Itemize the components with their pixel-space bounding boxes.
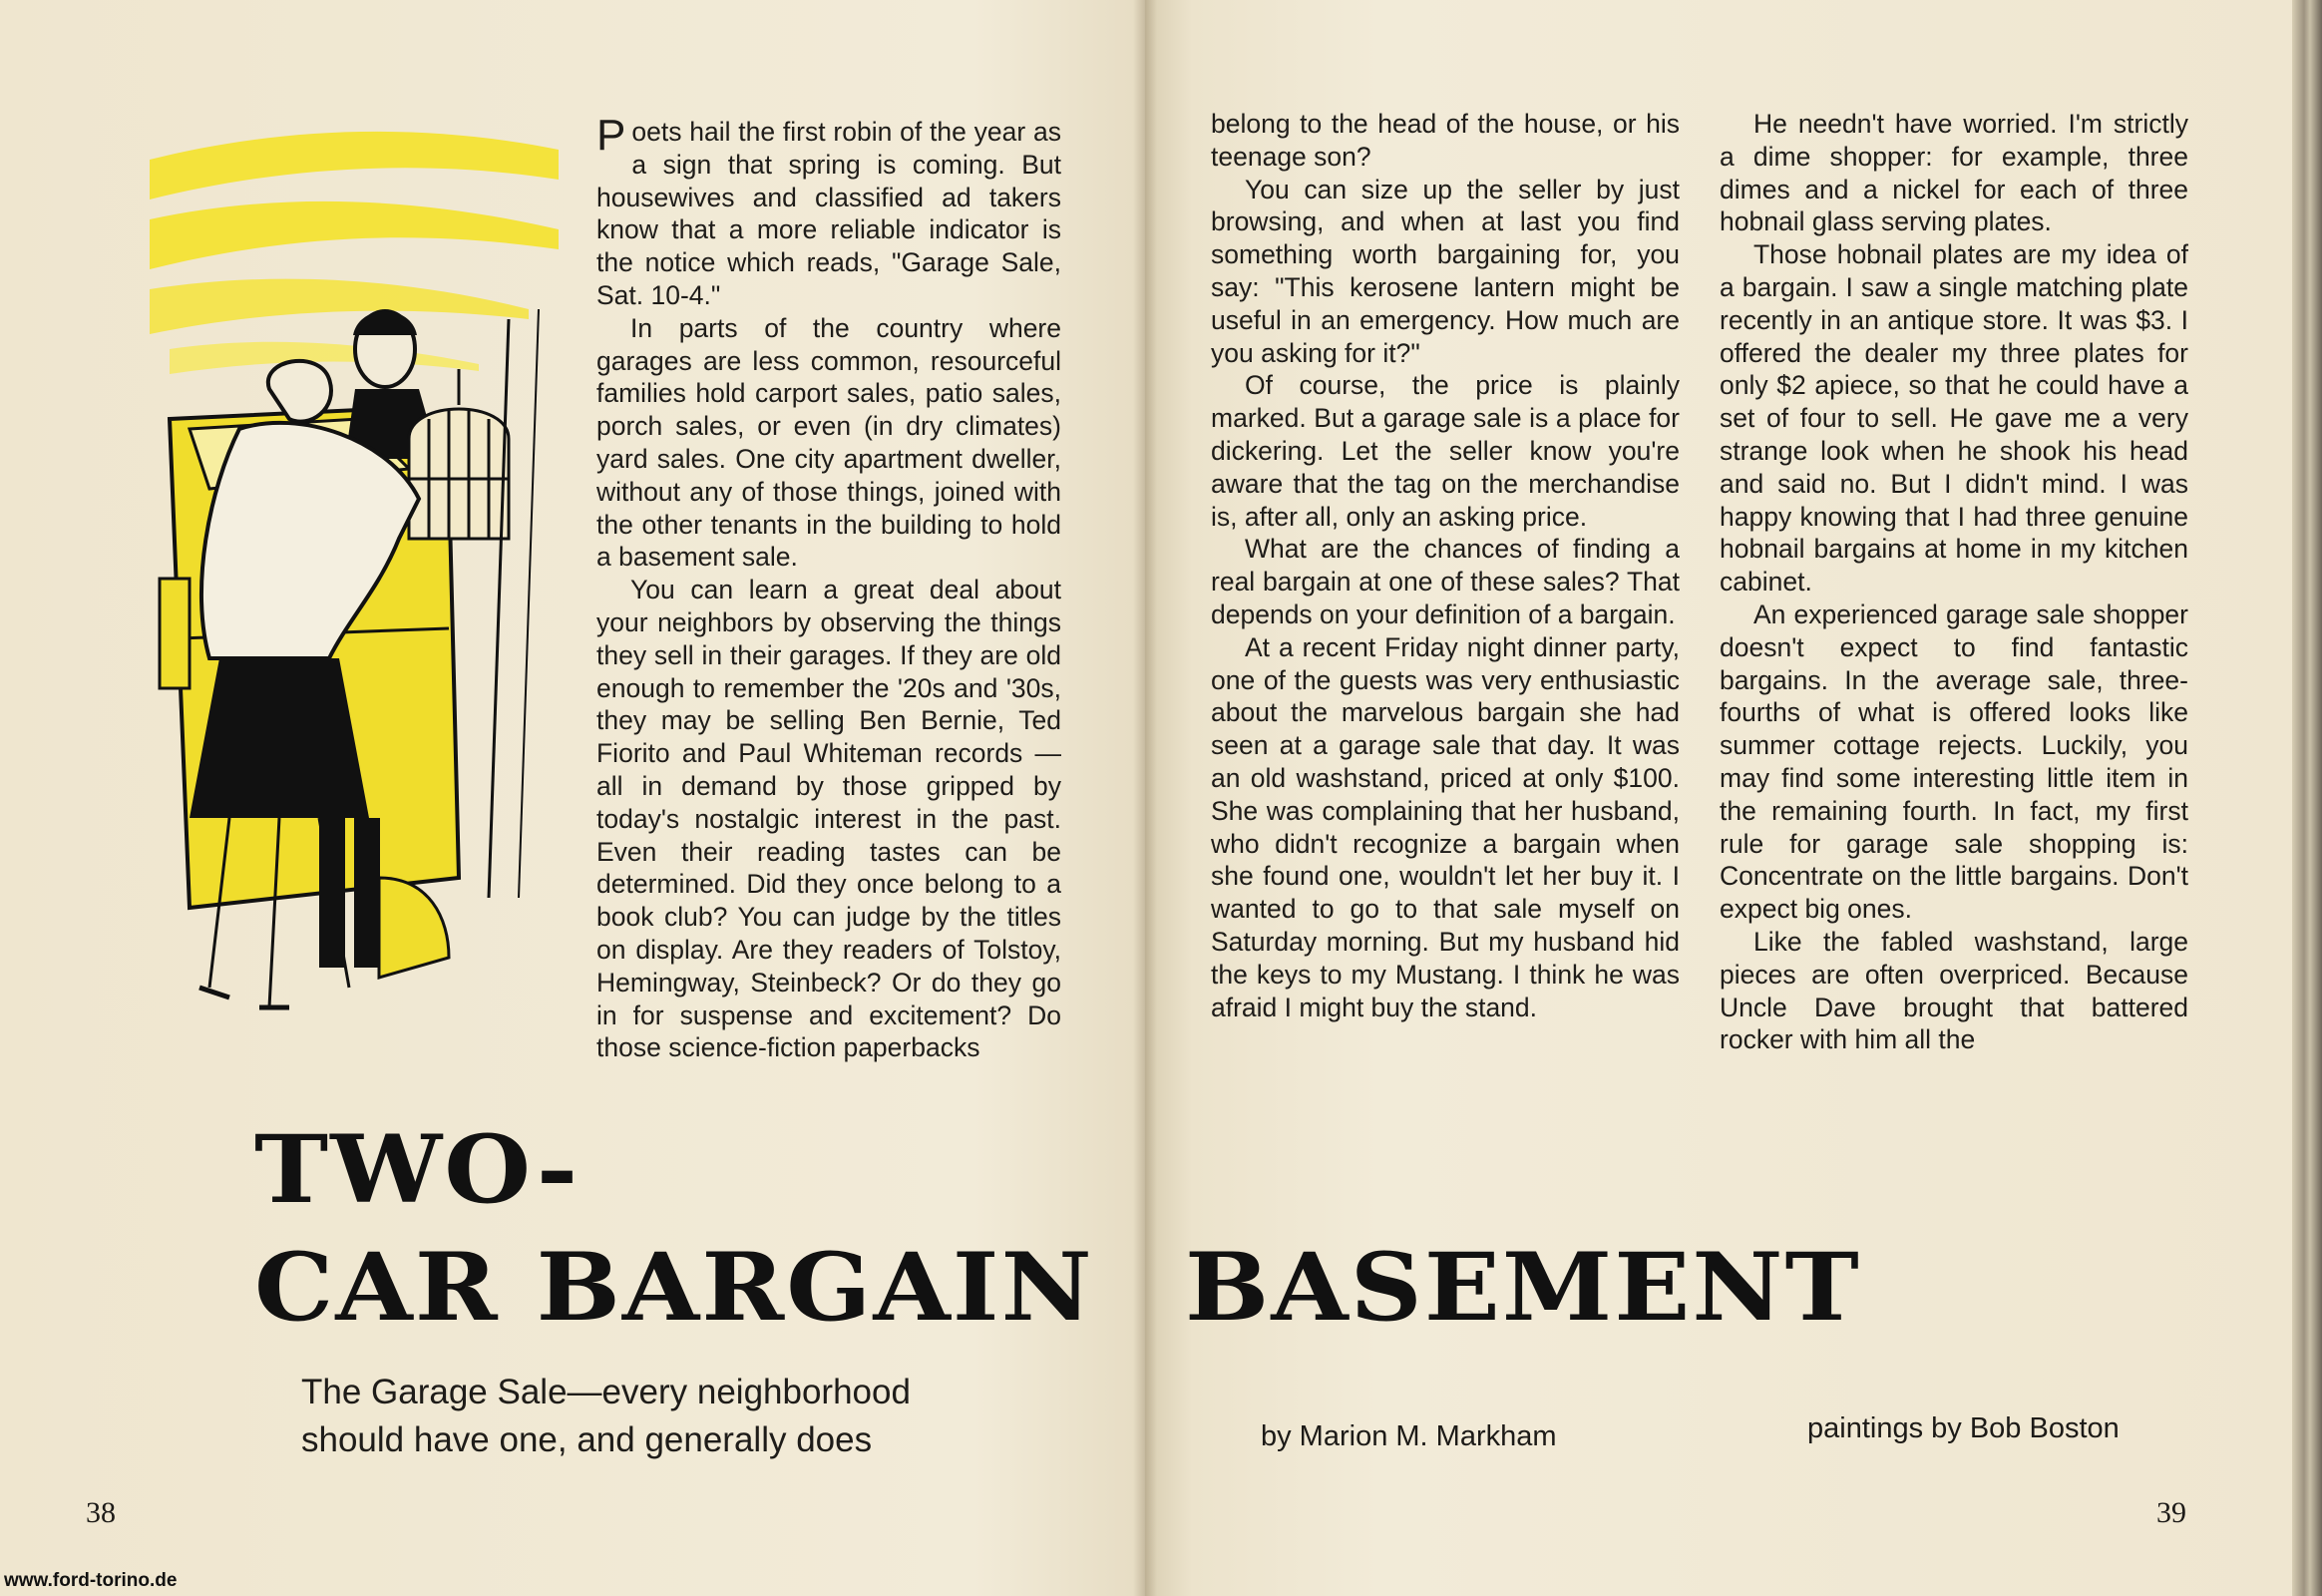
yellow-sky-streak [150,132,559,200]
article-column-3 [1720,108,2188,1056]
birdcage [409,369,509,539]
article-deck [301,1369,911,1464]
paragraph: At a recent Friday night dinner party, one of the guests was very enthusiastic about the marvelous bargain she had seen at a garage sale that day. It was an old washstand, priced at only $100. She was complaining that her husband, who didn't recognize a bargain when she found one, wouldn't let her buy it. I wanted to go to that sale myself on Saturday morning. But my husband hid the keys to my Mustang. I think he was afraid I might buy the stand. [1211,631,1680,1022]
page-edge [2292,0,2322,1596]
yellow-sky-streak [150,279,529,334]
deck-line: should have one, and generally does [301,1420,873,1459]
paragraph: Those hobnail plates are my idea of a bargain. I saw a single matching plate recently in an antique store. It was $3. I offered the dealer my three plates for only $2 apiece, so that he could have a set of four to sell. He gave me a very strange look when he shook his head and said no. But I didn't mind. I was happy knowing that I had three genuine hobnail bargains at home in my kitchen cabinet. [1720,239,2188,598]
paragraph: Poets hail the first robin of the year as a sign that spring is coming. But housewives and classified ad takers know that a more reliable indicator is the notice which reads, "Garage Sale, Sat. 10-4." [596,111,1061,310]
paragraph: Like the fabled washstand, large pieces are often overpriced. Because Uncle Dave brought that battered rocker with him all the [1720,926,2188,1055]
paragraph: An experienced garage sale shopper doesn't expect to find fantastic bargains. In the average sale, three-fourths of what is offered looks like summer cottage rejects. Luckily, you may find some interesting little item in the remaining fourth. In fact, my first rule for garage sale shopping is: Concentrate on the little bargains. Don't expect big ones. [1720,598,2188,925]
woman-skirt [190,658,369,818]
page-number-right: 39 [2156,1496,2186,1529]
paragraph: belong to the head of the house, or his teenage son? [1211,109,1680,172]
article-column-2 [1211,108,1680,1023]
article-column-1 [596,111,1061,1064]
drop-cap: P [596,111,626,160]
yellow-sky-streak [150,201,559,269]
headline-line-1: TWO- [254,1115,580,1225]
man-hat [353,311,417,335]
website-watermark: www.ford-torino.de [4,1570,178,1591]
book-spine [1133,0,1157,1596]
garage-sale-illustration [150,120,569,1037]
author-byline: by Marion M. Markham [1261,1420,1557,1452]
paragraph: You can learn a great deal about your neighbors by observing the things they sell in their garages. If they are old enough to remember the '20s and '30s, they may be selling Ben Bernie, Ted Fiorito and Paul Whiteman records —all in demand by those gripped by today's nostalgic interest in the past. Even their reading tastes can be determined. Did they once belong to a book club? You can judge by the titles on display. Are they readers of Tolstoy, Hemingway, Steinbeck? Or do they go in for suspense and excitement? Do those science-fiction paperbacks [596,575,1061,1063]
headline-line-3: BASEMENT [1185,1233,1861,1343]
paragraph: What are the chances of finding a real bargain at one of these sales? That depends on your definition of a bargain. [1211,534,1680,629]
paragraph: He needn't have worried. I'm strictly a dime shopper: for example, three dimes and a nickel for each of three hobnail glass serving plates. [1720,109,2188,237]
paragraph: In parts of the country where garages are less common, resourceful families hold carport sales, patio sales, porch sales, or even (in dry climates) yard sales. One city apartment dweller, without any of those things, joined with the other tenants in the building to hold a basement sale. [596,312,1061,573]
page-number-left: 38 [86,1496,116,1529]
headline-line-2: CAR BARGAIN [254,1233,1094,1343]
illustration-credit: paintings by Bob Boston [1807,1412,2120,1444]
deck-line: The Garage Sale—every neighborhood [301,1373,911,1411]
paragraph: Of course, the price is plainly marked. But a garage sale is a place for dickering. Let the seller know you're aware that the tag on the merchandise is, after all, only an asking price. [1211,370,1680,532]
car-wheel [379,878,449,978]
paragraph: You can size up the seller by just browsing, and when at last you find something worth bargaining for, you say: "This kerosene lantern might be useful in an emergency. How much are you asking for it?" [1211,174,1680,368]
